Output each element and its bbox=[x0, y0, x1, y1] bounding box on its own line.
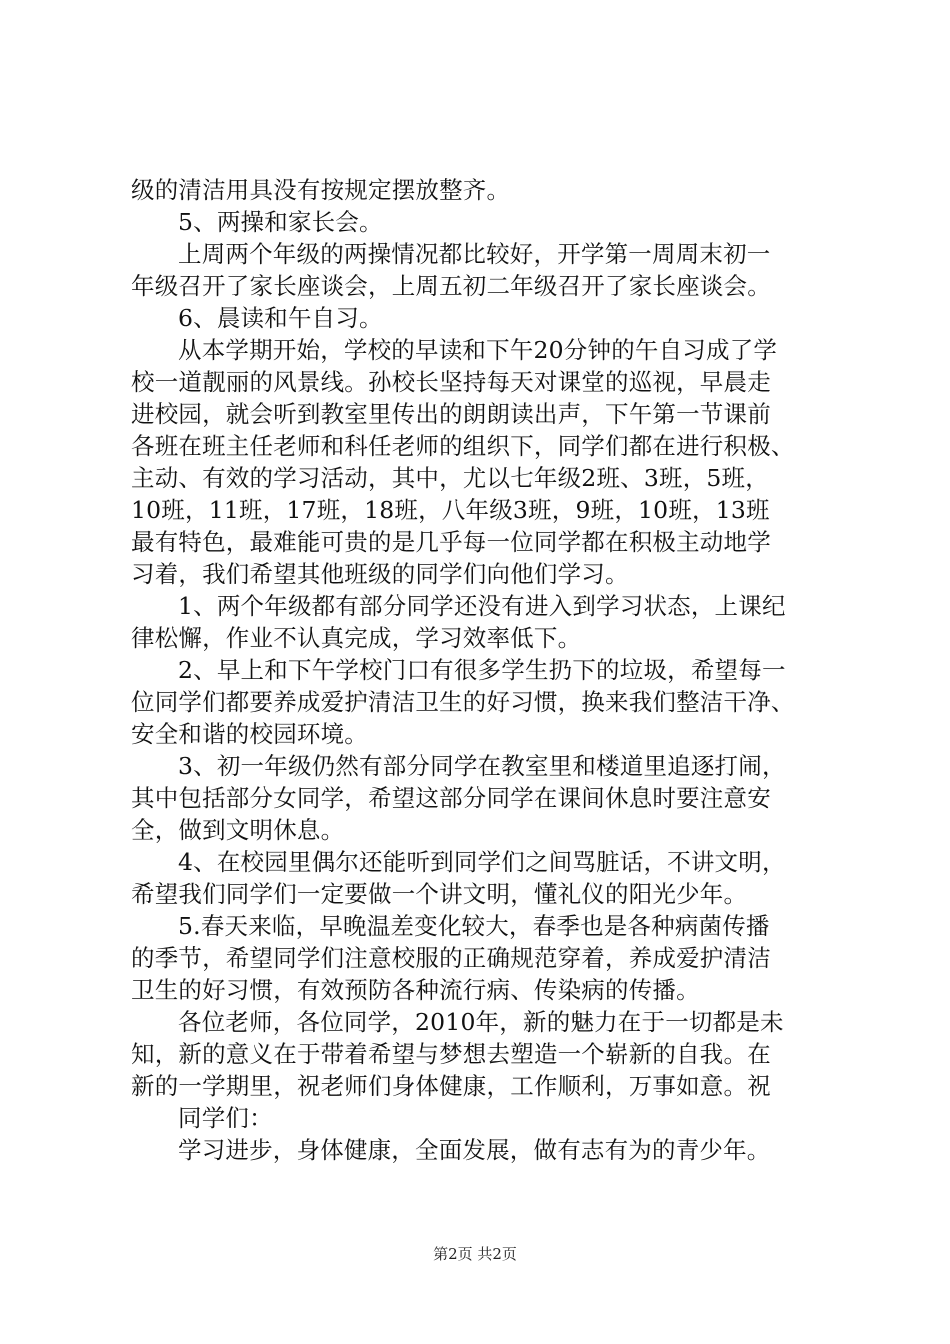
text-line: 安全和谐的校园环境。 bbox=[131, 720, 368, 748]
text-line: 年级召开了家长座谈会，上周五初二年级召开了家长座谈会。 bbox=[131, 272, 771, 300]
text-line: 的季节，希望同学们注意校服的正确规范穿着，养成爱护清洁 bbox=[131, 944, 771, 972]
text-line: 新的一学期里，祝老师们身体健康，工作顺利，万事如意。祝 bbox=[131, 1072, 771, 1100]
text-line: 3、初一年级仍然有部分同学在教室里和楼道里追逐打闹， bbox=[178, 752, 786, 780]
section-heading: 5、两操和家长会。 bbox=[178, 208, 383, 236]
text-line: 各班在班主任老师和科任老师的组织下，同学们都在进行积极、 bbox=[131, 432, 795, 460]
text-line: 4、在校园里偶尔还能听到同学们之间骂脏话，不讲文明， bbox=[178, 848, 786, 876]
text-line: 学习进步，身体健康，全面发展，做有志有为的青少年。 bbox=[178, 1136, 771, 1164]
text-line: 习着，我们希望其他班级的同学们向他们学习。 bbox=[131, 560, 629, 588]
text-line: 1、两个年级都有部分同学还没有进入到学习状态，上课纪 bbox=[178, 592, 786, 620]
section-heading: 6、晨读和午自习。 bbox=[178, 304, 383, 332]
text-line: 律松懈，作业不认真完成，学习效率低下。 bbox=[131, 624, 582, 652]
text-line: 5.春天来临，早晚温差变化较大，春季也是各种病菌传播 bbox=[178, 912, 770, 940]
text-line: 其中包括部分女同学，希望这部分同学在课间休息时要注意安 bbox=[131, 784, 771, 812]
text-line: 校一道靓丽的风景线。孙校长坚持每天对课堂的巡视，早晨走 bbox=[131, 368, 771, 396]
text-line: 进校园，就会听到教室里传出的朗朗读出声，下午第一节课前 bbox=[131, 400, 771, 428]
text-line: 全，做到文明休息。 bbox=[131, 816, 345, 844]
text-line: 位同学们都要养成爱护清洁卫生的好习惯，换来我们整洁干净、 bbox=[131, 688, 795, 716]
text-line: 希望我们同学们一定要做一个讲文明，懂礼仪的阳光少年。 bbox=[131, 880, 748, 908]
text-line: 主动、有效的学习活动，其中，尤以七年级2班、3班，5班， bbox=[131, 464, 769, 492]
text-line: 知，新的意义在于带着希望与梦想去塑造一个崭新的自我。在 bbox=[131, 1040, 771, 1068]
text-line: 10班，11班，17班，18班，八年级3班，9班，10班，13班 bbox=[131, 496, 770, 524]
text-line: 卫生的好习惯，有效预防各种流行病、传染病的传播。 bbox=[131, 976, 700, 1004]
text-line: 同学们： bbox=[178, 1104, 273, 1132]
text-line: 上周两个年级的两操情况都比较好，开学第一周周末初一 bbox=[178, 240, 771, 268]
text-line: 2、早上和下午学校门口有很多学生扔下的垃圾，希望每一 bbox=[178, 656, 786, 684]
page-footer: 第2页 共2页 bbox=[433, 1245, 517, 1263]
text-line: 级的清洁用具没有按规定摆放整齐。 bbox=[131, 176, 511, 204]
text-line: 最有特色，最难能可贵的是几乎每一位同学都在积极主动地学 bbox=[131, 528, 771, 556]
text-line: 从本学期开始，学校的早读和下午20分钟的午自习成了学 bbox=[178, 336, 778, 364]
text-line: 各位老师，各位同学，2010年，新的魅力在于一切都是未 bbox=[178, 1008, 784, 1036]
